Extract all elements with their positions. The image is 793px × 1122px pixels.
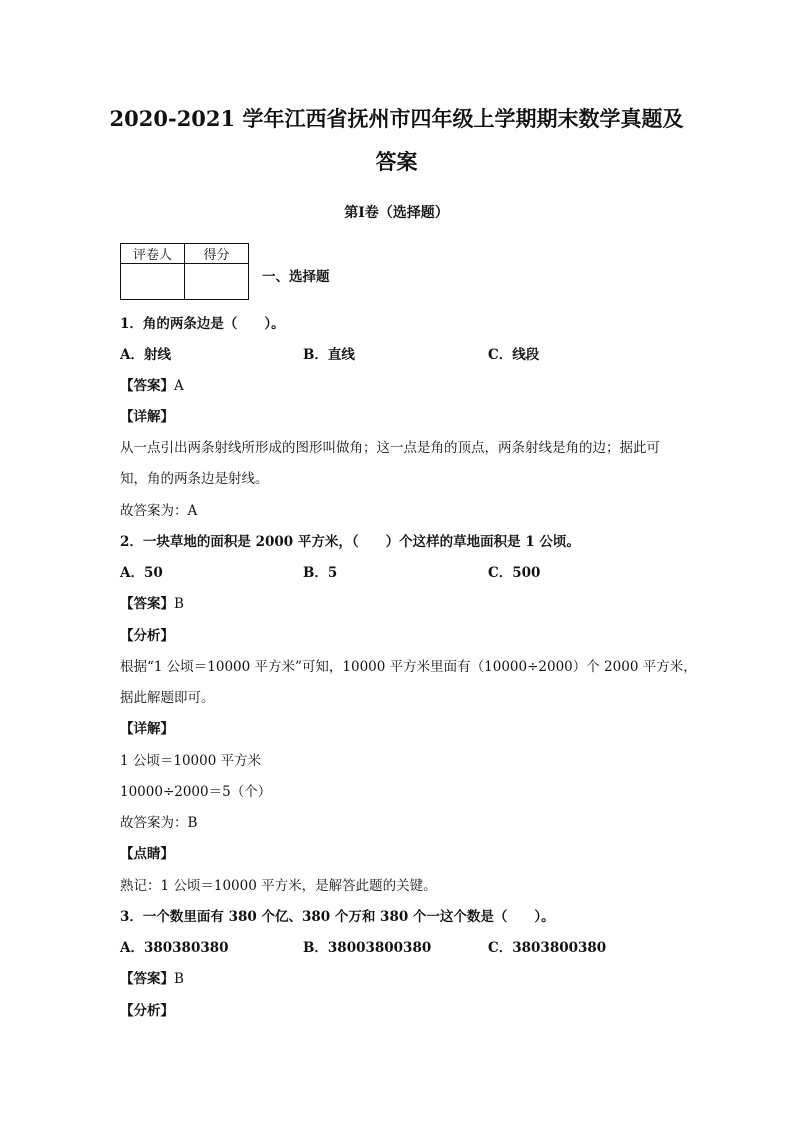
answer-label: 【答案】 [120,596,174,612]
question-3-option-a: A．380380380 [120,940,229,956]
document-title-line-2: 答案 [375,149,418,174]
question-3-answer [120,967,184,987]
score-table-reviewer-header: 评卷人 [121,244,185,264]
question-2-point-label: 【点睛】 [120,846,174,862]
question-2-calc-line-1: 1 公顷＝10000 平方米 [120,753,262,769]
question-1-option-a: A．射线 [120,347,171,363]
answer-value: B [174,596,184,612]
question-1-stem: 1．角的两条边是（ ）。 [120,316,285,332]
question-2-stem: 2．一块草地的面积是 2000 平方米，（ ）个这样的草地面积是 1 公顷。 [120,534,580,550]
question-2-answer [120,592,184,612]
question-1-option-c: C．线段 [488,347,540,363]
answer-label: 【答案】 [120,971,174,987]
question-3-stem: 3．一个数里面有 380 个亿、380 个万和 380 个一这个数是（ ）。 [120,909,555,925]
question-1-detail-label: 【详解】 [120,409,174,425]
volume-heading: 第Ⅰ卷（选择题） [344,205,449,221]
question-3-option-b: B．38003800380 [303,940,432,956]
question-2-option-a: A．50 [120,565,163,581]
answer-value: B [174,971,184,987]
document-title-line-1: 2020-2021 学年江西省抚州市四年级上学期期末数学真题及 [109,106,684,131]
question-1-answer [120,374,184,394]
question-2-analysis-line-2: 据此解题即可。 [120,690,215,706]
answer-value: A [174,378,184,394]
question-2-conclusion: 故答案为：B [120,815,198,831]
question-1-detail-line-1: 从一点引出两条射线所形成的图形叫做角；这一点是角的顶点，两条射线是角的边；据此可 [120,440,660,456]
question-3-analysis-label: 【分析】 [120,1003,174,1019]
question-2-calc-line-2: 10000÷2000＝5（个） [120,784,272,800]
question-2-point-text: 熟记：1 公顷＝10000 平方米，是解答此题的关键。 [120,878,437,894]
question-2-option-c: C．500 [488,565,541,581]
question-1-conclusion: 故答案为：A [120,503,198,519]
score-table-score-header: 得分 [185,244,249,264]
question-1-option-b: B．直线 [303,347,355,363]
question-2-analysis-line-1: 根据“1 公顷＝10000 平方米”可知，10000 平方米里面有（10000÷2000）个 2000 平方米， [120,659,697,675]
answer-label: 【答案】 [120,378,174,394]
score-table [120,243,249,300]
question-2-analysis-label: 【分析】 [120,628,174,644]
section-heading: 一、选择题 [262,269,330,285]
score-table-reviewer-cell [121,264,185,300]
question-2-option-b: B．5 [303,565,338,581]
question-1-detail-line-2: 知，角的两条边是射线。 [120,471,269,487]
question-3-option-c: C．3803800380 [488,940,607,956]
question-2-detail-label: 【详解】 [120,721,174,737]
score-table-score-cell [185,264,249,300]
